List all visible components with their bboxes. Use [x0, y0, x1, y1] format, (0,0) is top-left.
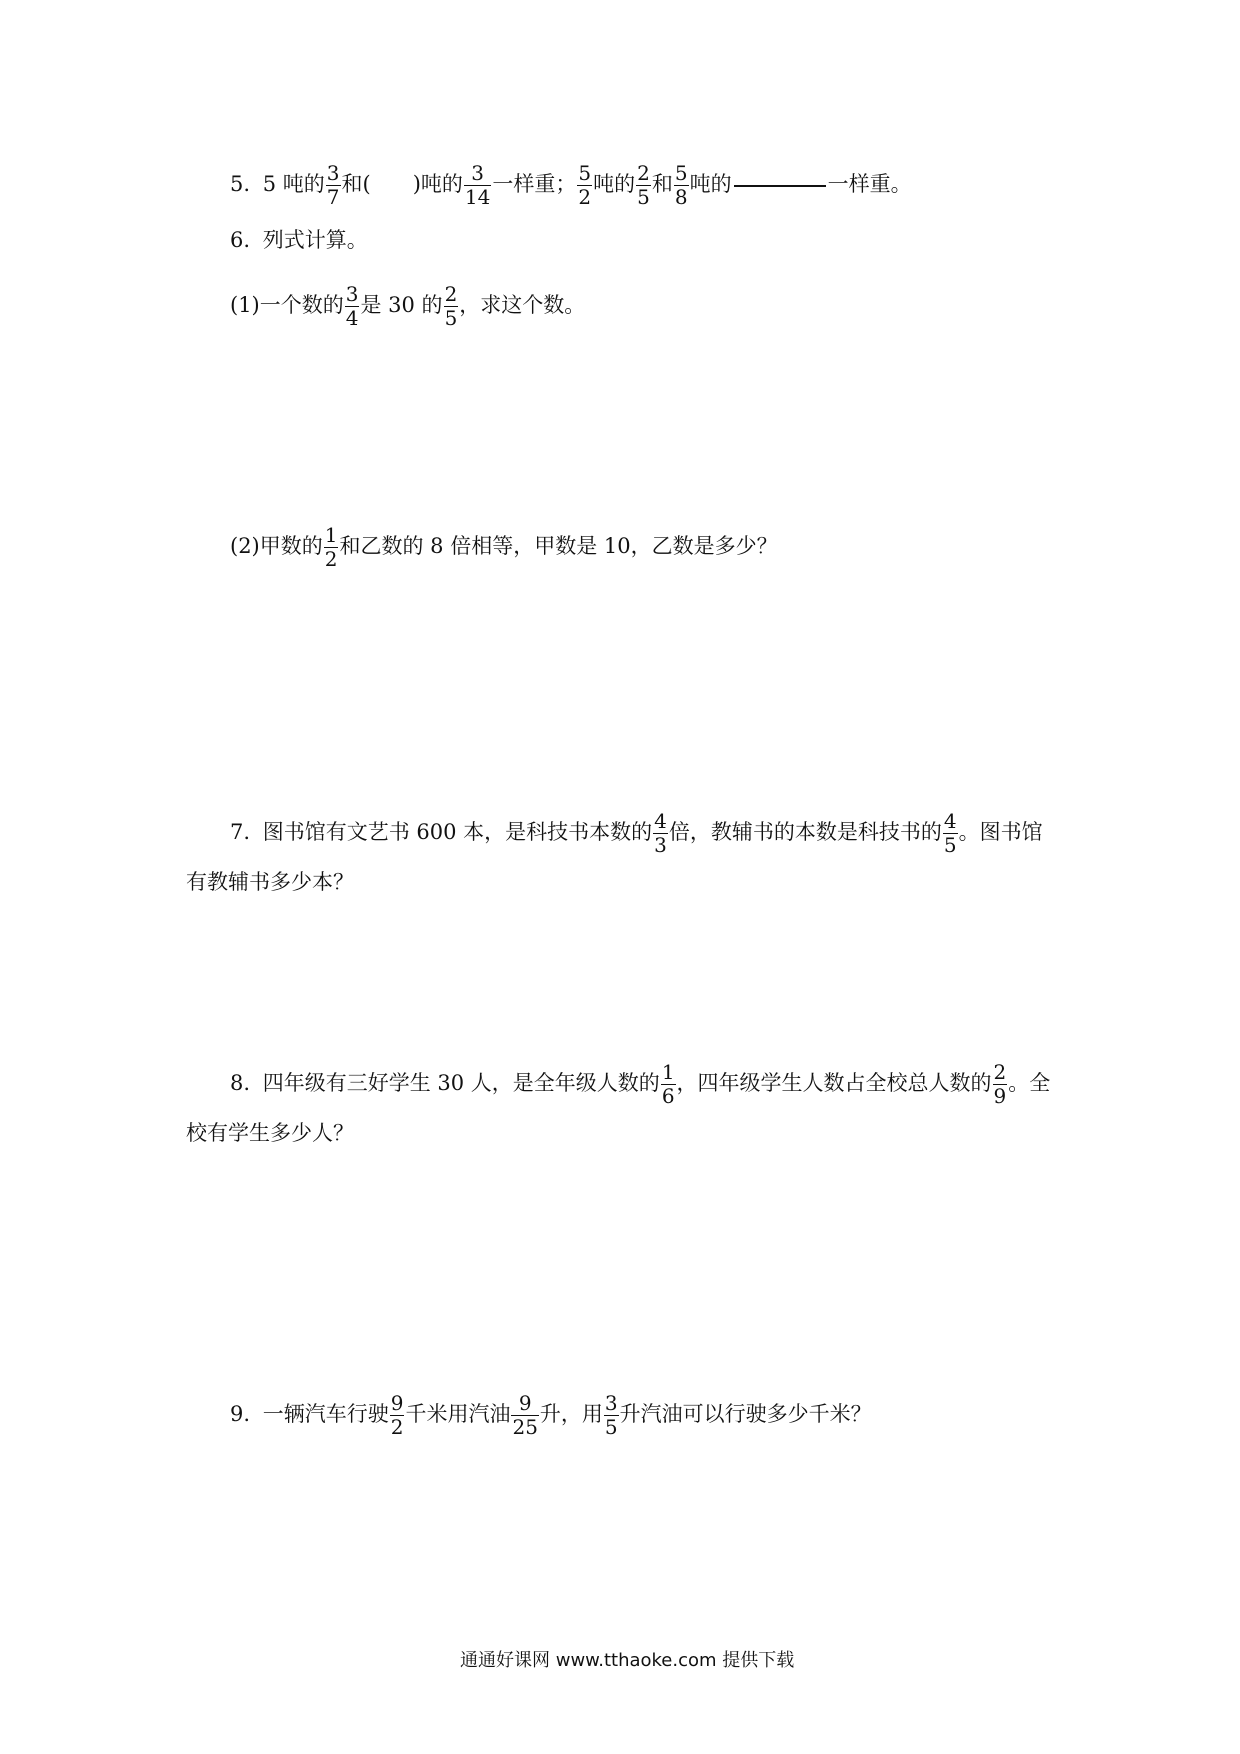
question-number: 8. — [230, 1071, 251, 1095]
text: (1)一个数的 — [230, 293, 344, 317]
text: 。图书馆 — [958, 820, 1043, 844]
fraction: $\frac{3}{4}$ — [345, 282, 359, 330]
fraction: $\frac{4}{3}$ — [654, 809, 667, 857]
fraction: $\frac{2}{5}$ — [444, 282, 458, 330]
fraction: $\frac{9}{2}$ — [390, 1391, 404, 1439]
text: 升，用 — [539, 1402, 603, 1426]
text: (2)甲数的 — [230, 534, 323, 558]
question-title: 列式计算。 — [262, 228, 368, 252]
text: ，求这个数。 — [459, 293, 586, 317]
question-7 — [230, 811, 1043, 856]
text: 千米用汽油 — [405, 1402, 511, 1426]
fraction: $\frac{5}{2}$ — [578, 161, 592, 209]
fraction: $\frac{3}{14}$ — [464, 161, 491, 209]
question-7-line-2: 有教辅书多少本？ — [186, 870, 354, 894]
text: 和( — [341, 172, 371, 196]
fraction: $\frac{1}{6}$ — [661, 1060, 675, 1108]
text: 倍，教辅书的本数是科技书的 — [668, 820, 942, 844]
question-5 — [230, 163, 912, 208]
text: )吨的 — [412, 172, 463, 196]
question-number: 9. — [230, 1402, 251, 1426]
answer-blank-line[interactable] — [734, 185, 826, 187]
text: 升汽油可以行驶多少千米？ — [619, 1402, 872, 1426]
text: 吨的 — [689, 172, 732, 196]
fraction: $\frac{9}{25}$ — [512, 1391, 538, 1439]
question-number: 5. — [230, 172, 251, 196]
fraction: $\frac{5}{8}$ — [674, 161, 688, 209]
text: 和乙数的 8 倍相等，甲数是 10，乙数是多少？ — [339, 534, 778, 558]
text: 和 — [651, 172, 673, 196]
question-8 — [230, 1062, 1050, 1107]
text: 一样重。 — [827, 172, 912, 196]
question-8-line-2: 校有学生多少人？ — [186, 1121, 354, 1145]
text: 吨的 — [593, 172, 636, 196]
text: 一样重； — [492, 172, 577, 196]
question-9 — [230, 1393, 872, 1438]
question-number: 7. — [230, 820, 251, 844]
text: 四年级有三好学生 30 人，是全年级人数的 — [262, 1071, 660, 1095]
question-6-sub-1 — [230, 284, 585, 329]
fraction: $\frac{2}{5}$ — [637, 161, 650, 209]
footer-credit: 通通好课网 www.tthaoke.com 提供下载 — [460, 1650, 795, 1671]
fraction: $\frac{3}{5}$ — [604, 1391, 618, 1439]
text: 。全 — [1008, 1071, 1051, 1095]
text: 5 吨的 — [262, 172, 325, 196]
fraction: $\frac{4}{5}$ — [943, 809, 957, 857]
text: 是 30 的 — [360, 293, 443, 317]
text: 图书馆有文艺书 600 本，是科技书本数的 — [262, 820, 653, 844]
question-6-sub-2 — [230, 525, 778, 570]
text: 一辆汽车行驶 — [262, 1402, 389, 1426]
text: ，四年级学生人数占全校总人数的 — [676, 1071, 992, 1095]
fraction: $\frac{1}{2}$ — [324, 523, 338, 571]
question-number: 6. — [230, 228, 251, 252]
question-6 — [230, 230, 368, 251]
fraction: $\frac{2}{9}$ — [993, 1060, 1007, 1108]
fraction: $\frac{3}{7}$ — [326, 161, 340, 209]
